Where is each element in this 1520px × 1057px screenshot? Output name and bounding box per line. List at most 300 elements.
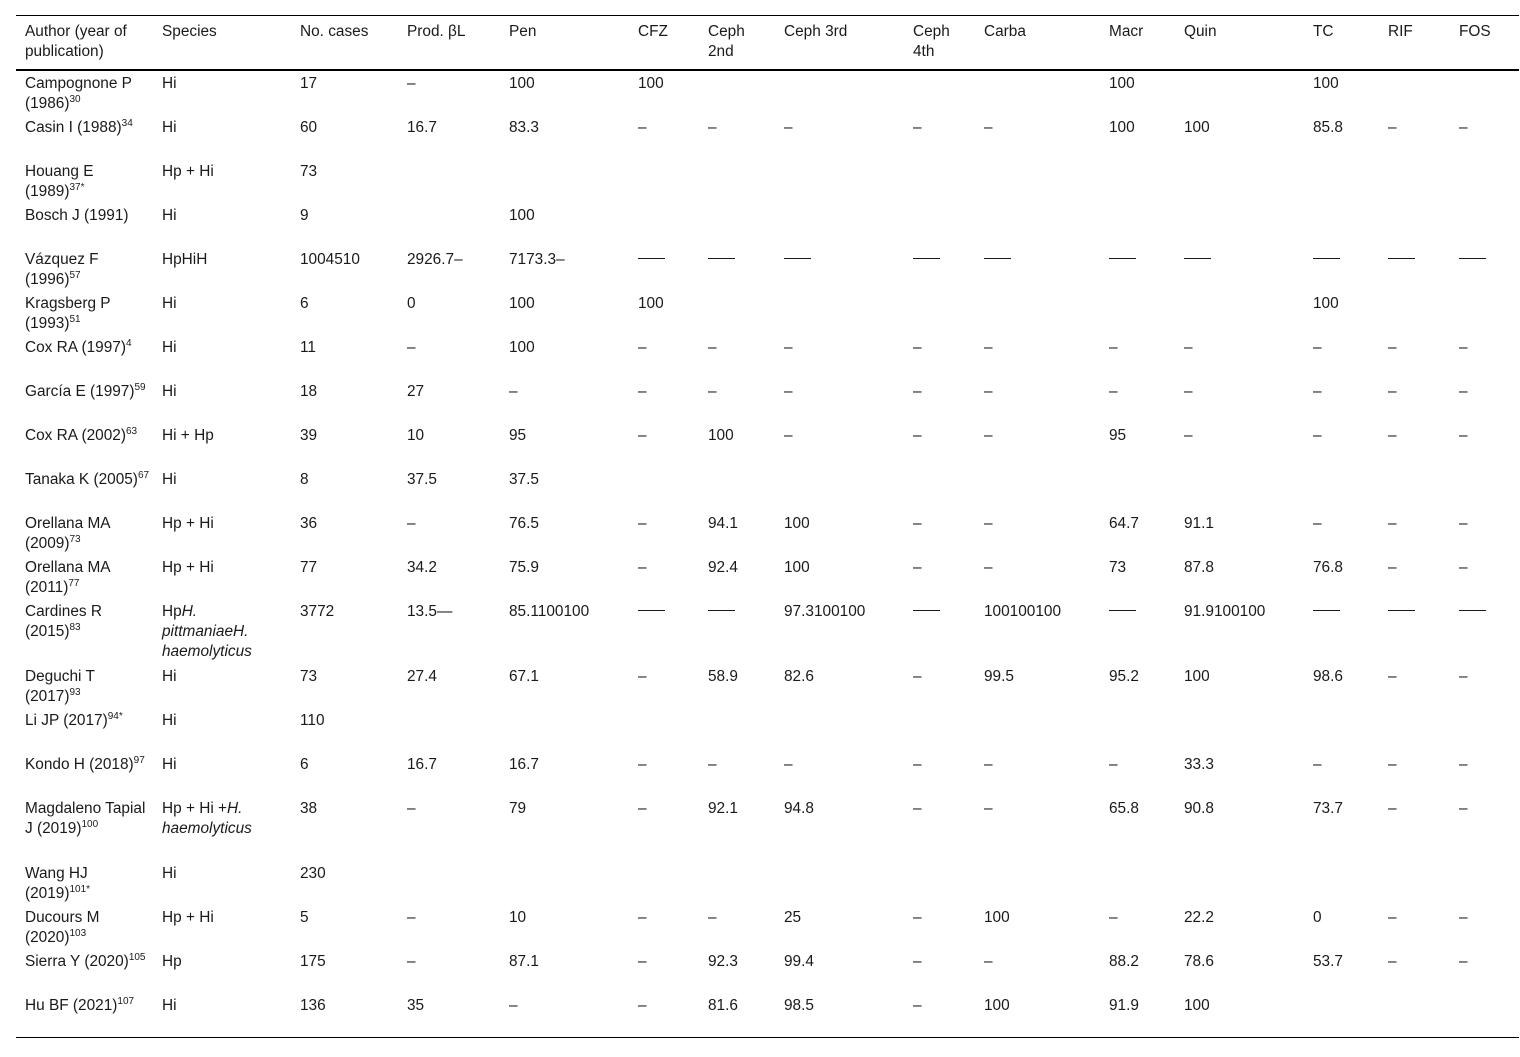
value-cell: – xyxy=(1388,953,1397,970)
value-cell: – xyxy=(1388,427,1397,444)
value-cell xyxy=(904,247,975,291)
author-text: García E (1997) xyxy=(25,383,135,400)
author-cell xyxy=(16,203,153,247)
table-row xyxy=(16,247,1519,291)
species-text: Hp + Hi + xyxy=(162,800,228,817)
value-cell xyxy=(904,708,975,752)
value-cell xyxy=(1100,467,1175,511)
species-cell xyxy=(153,599,291,664)
value-cell: – xyxy=(1388,909,1397,926)
value-cell: – xyxy=(407,953,416,970)
value-cell: – xyxy=(407,909,416,926)
value-cell xyxy=(1304,708,1379,752)
author-text: Kondo H (2018) xyxy=(25,756,134,773)
value-cell: – xyxy=(407,800,416,817)
value-cell: 37.5 xyxy=(407,471,437,488)
value-cell xyxy=(629,467,699,511)
value-cell: 76.5 xyxy=(509,515,539,532)
dash-line xyxy=(984,258,1011,259)
value-cell: 36 xyxy=(300,515,318,532)
value-cell: 95 xyxy=(509,427,527,444)
col-no-cases: No. cases xyxy=(300,23,369,40)
header-row xyxy=(16,16,1519,71)
dash-line xyxy=(1184,258,1211,259)
species-cell: HpHiH xyxy=(162,251,208,268)
value-cell: – xyxy=(1459,559,1468,576)
value-cell: – xyxy=(638,427,647,444)
dash-line xyxy=(1313,610,1340,611)
value-cell: 100 xyxy=(638,75,664,92)
dash-line xyxy=(1459,610,1486,611)
value-cell: – xyxy=(913,756,922,773)
table-row xyxy=(16,379,1519,423)
author-cell xyxy=(16,708,153,752)
value-cell: – xyxy=(984,515,993,532)
value-cell: – xyxy=(638,339,647,356)
value-cell: – xyxy=(1313,515,1322,532)
species-cell: Hi xyxy=(162,119,177,136)
value-cell: – xyxy=(1109,909,1118,926)
value-cell: 0 xyxy=(407,295,416,312)
value-cell: 100 xyxy=(1313,75,1339,92)
value-cell xyxy=(904,467,975,511)
value-cell: – xyxy=(984,953,993,970)
table-row xyxy=(16,664,1519,708)
species-cell xyxy=(153,796,291,861)
author-text: Campognone P (1986) xyxy=(25,75,132,112)
value-cell: – xyxy=(984,756,993,773)
value-cell: – xyxy=(1459,383,1468,400)
author-cell xyxy=(16,115,153,159)
value-cell: – xyxy=(1459,756,1468,773)
value-cell: 13.5— xyxy=(407,603,453,620)
value-cell: 83.3 xyxy=(509,119,539,136)
value-cell xyxy=(398,708,500,752)
value-cell: – xyxy=(913,515,922,532)
value-cell: 16.7 xyxy=(407,756,437,773)
value-cell: – xyxy=(638,559,647,576)
reference-number: 59 xyxy=(134,381,146,393)
value-cell: 64.7 xyxy=(1109,515,1139,532)
species-italic-text: H. pittmaniaeH. haemolyticus xyxy=(162,603,252,660)
value-cell: – xyxy=(1459,800,1468,817)
value-cell: 92.4 xyxy=(708,559,738,576)
value-cell: 98.5 xyxy=(784,997,814,1014)
value-cell: 73.7 xyxy=(1313,800,1343,817)
value-cell: 11 xyxy=(300,339,316,356)
value-cell xyxy=(975,247,1100,291)
value-cell xyxy=(398,159,500,203)
author-cell xyxy=(16,796,153,861)
value-cell: – xyxy=(1313,756,1322,773)
value-cell: 81.6 xyxy=(708,997,738,1014)
value-cell: 100 xyxy=(509,207,535,224)
reference-number: 57 xyxy=(69,269,81,281)
col-ceph-3rd: Ceph 3rd xyxy=(784,23,848,40)
value-cell: – xyxy=(913,119,922,136)
value-cell: 87.8 xyxy=(1184,559,1214,576)
value-cell: – xyxy=(638,383,647,400)
author-text: Hu BF (2021) xyxy=(25,997,118,1014)
author-text: Cox RA (1997) xyxy=(25,339,126,356)
value-cell xyxy=(1379,708,1450,752)
value-cell: 10 xyxy=(407,427,425,444)
table-row xyxy=(16,335,1519,379)
species-cell: Hi xyxy=(162,668,177,685)
value-cell: 85.1100100 xyxy=(509,603,590,620)
reference-number: 105 xyxy=(128,951,146,963)
value-cell xyxy=(1450,291,1519,335)
value-cell xyxy=(1175,203,1304,247)
dash-line xyxy=(638,258,665,259)
value-cell xyxy=(1450,467,1519,511)
author-cell xyxy=(16,599,153,664)
value-cell xyxy=(629,599,699,664)
value-cell xyxy=(629,159,699,203)
dash-line xyxy=(1313,258,1340,259)
table-row xyxy=(16,708,1519,752)
value-cell: 92.3 xyxy=(708,953,738,970)
value-cell: 87.1 xyxy=(509,953,539,970)
value-cell: – xyxy=(509,997,518,1014)
value-cell: 53.7 xyxy=(1313,953,1343,970)
value-cell: – xyxy=(1313,339,1322,356)
col-ceph-4th: Ceph 4th xyxy=(913,23,950,60)
species-cell: Hp + Hi xyxy=(162,559,214,576)
value-cell: – xyxy=(784,119,793,136)
table-row xyxy=(16,599,1519,664)
value-cell: – xyxy=(913,953,922,970)
value-cell: 5 xyxy=(300,909,309,926)
dash-line xyxy=(784,258,811,259)
reference-number: 51 xyxy=(69,313,81,325)
value-cell xyxy=(1175,467,1304,511)
reference-number: 100 xyxy=(81,818,99,830)
value-cell: – xyxy=(1388,800,1397,817)
value-cell: 60 xyxy=(300,119,318,136)
value-cell: 73 xyxy=(300,163,318,180)
value-cell: 95 xyxy=(1109,427,1127,444)
table-row xyxy=(16,905,1519,949)
value-cell xyxy=(500,861,629,905)
value-cell xyxy=(1304,993,1379,1038)
table-row xyxy=(16,159,1519,203)
value-cell: 0 xyxy=(1313,909,1322,926)
value-cell: – xyxy=(1459,668,1468,685)
value-cell xyxy=(975,708,1100,752)
table-row xyxy=(16,423,1519,467)
value-cell: 88.2 xyxy=(1109,953,1139,970)
author-cell xyxy=(16,664,153,708)
col-pen: Pen xyxy=(509,23,537,40)
value-cell: 65.8 xyxy=(1109,800,1139,817)
value-cell: – xyxy=(708,383,717,400)
value-cell: – xyxy=(913,909,922,926)
author-cell xyxy=(16,467,153,511)
value-cell: 100 xyxy=(708,427,734,444)
col-rif: RIF xyxy=(1388,23,1413,40)
value-cell xyxy=(1100,861,1175,905)
value-cell: 90.8 xyxy=(1184,800,1214,817)
value-cell xyxy=(1450,993,1519,1038)
reference-number: 67 xyxy=(137,469,150,481)
value-cell xyxy=(975,70,1100,115)
value-cell: 91.1 xyxy=(1184,515,1214,532)
value-cell xyxy=(699,861,775,905)
value-cell: – xyxy=(638,756,647,773)
value-cell: – xyxy=(1459,909,1468,926)
value-cell xyxy=(775,861,904,905)
value-cell: 100 xyxy=(1109,75,1135,92)
value-cell xyxy=(775,159,904,203)
species-cell: Hi xyxy=(162,756,177,773)
author-text: Deguchi T (2017) xyxy=(25,668,95,705)
value-cell: 27.4 xyxy=(407,668,437,685)
value-cell: – xyxy=(1459,427,1468,444)
value-cell: 100 xyxy=(784,559,810,576)
value-cell xyxy=(629,203,699,247)
value-cell: – xyxy=(708,339,717,356)
author-text: Magdaleno Tapial J (2019) xyxy=(25,800,146,837)
value-cell xyxy=(904,599,975,664)
value-cell: – xyxy=(1184,339,1193,356)
species-cell: Hi xyxy=(162,383,177,400)
value-cell xyxy=(699,70,775,115)
value-cell: – xyxy=(984,339,993,356)
reference-number: 34 xyxy=(121,117,133,129)
value-cell xyxy=(1379,203,1450,247)
value-cell: 6 xyxy=(300,295,309,312)
value-cell xyxy=(500,159,629,203)
value-cell xyxy=(1450,708,1519,752)
author-text: Cardines R (2015) xyxy=(25,603,102,640)
value-cell xyxy=(1100,203,1175,247)
author-text: Bosch J (1991) xyxy=(25,207,129,224)
col-author: Author (year of publication) xyxy=(25,23,127,60)
value-cell: 99.5 xyxy=(984,668,1014,685)
value-cell: 91.9 xyxy=(1109,997,1139,1014)
value-cell: 85.8 xyxy=(1313,119,1343,136)
species-cell: Hi + Hp xyxy=(162,427,214,444)
author-cell xyxy=(16,379,153,423)
value-cell: – xyxy=(913,668,922,685)
value-cell: 100 xyxy=(509,339,535,356)
value-cell xyxy=(975,861,1100,905)
author-cell xyxy=(16,159,153,203)
table-body xyxy=(16,70,1519,1038)
dash-line xyxy=(913,610,940,611)
value-cell: 1004510 xyxy=(300,251,360,268)
author-text: Ducours M (2020) xyxy=(25,909,100,946)
value-cell: – xyxy=(1459,953,1468,970)
value-cell: 33.3 xyxy=(1184,756,1214,773)
dash-line xyxy=(708,258,735,259)
value-cell xyxy=(975,467,1100,511)
author-text: Sierra Y (2020) xyxy=(25,953,129,970)
value-cell: 100 xyxy=(784,515,810,532)
author-cell xyxy=(16,70,153,115)
value-cell: 92.1 xyxy=(708,800,738,817)
value-cell xyxy=(1379,70,1450,115)
value-cell xyxy=(1304,861,1379,905)
reference-number: 101* xyxy=(69,883,91,895)
species-text: Hp xyxy=(162,603,182,620)
value-cell xyxy=(904,203,975,247)
value-cell: – xyxy=(913,559,922,576)
author-text: Vázquez F (1996) xyxy=(25,251,99,288)
value-cell: 95.2 xyxy=(1109,668,1139,685)
value-cell: 78.6 xyxy=(1184,953,1214,970)
value-cell: – xyxy=(1459,119,1468,136)
value-cell: – xyxy=(1388,383,1397,400)
value-cell xyxy=(699,159,775,203)
table-row xyxy=(16,796,1519,861)
value-cell xyxy=(699,291,775,335)
value-cell: 6 xyxy=(300,756,309,773)
value-cell xyxy=(398,203,500,247)
author-text: Casin I (1988) xyxy=(25,119,122,136)
value-cell xyxy=(775,247,904,291)
value-cell xyxy=(1304,159,1379,203)
reference-number: 63 xyxy=(125,425,138,437)
value-cell: 100 xyxy=(984,909,1010,926)
col-quin: Quin xyxy=(1184,23,1217,40)
value-cell: – xyxy=(913,339,922,356)
value-cell xyxy=(629,247,699,291)
col-species: Species xyxy=(162,23,217,40)
value-cell: – xyxy=(1313,427,1322,444)
value-cell xyxy=(1450,203,1519,247)
value-cell xyxy=(1379,467,1450,511)
value-cell xyxy=(1379,599,1450,664)
value-cell: – xyxy=(1388,756,1397,773)
value-cell: – xyxy=(638,515,647,532)
author-text: Kragsberg P (1993) xyxy=(25,295,111,332)
value-cell xyxy=(775,291,904,335)
value-cell: 110 xyxy=(300,712,325,729)
species-italic-text: H. haemolyticus xyxy=(162,800,252,837)
author-cell xyxy=(16,993,153,1038)
reference-number: 77 xyxy=(68,577,80,589)
value-cell xyxy=(904,159,975,203)
author-text: Cox RA (2002) xyxy=(25,427,126,444)
value-cell xyxy=(1100,291,1175,335)
value-cell: 98.6 xyxy=(1313,668,1343,685)
value-cell: – xyxy=(913,427,922,444)
value-cell: – xyxy=(913,800,922,817)
reference-number: 103 xyxy=(69,927,87,939)
value-cell: 17 xyxy=(300,75,318,92)
value-cell: 100 xyxy=(638,295,664,312)
reference-number: 83 xyxy=(69,621,81,633)
value-cell: – xyxy=(708,119,717,136)
table-row xyxy=(16,861,1519,905)
value-cell: 27 xyxy=(407,383,425,400)
value-cell xyxy=(1175,861,1304,905)
reference-number: 107 xyxy=(117,995,135,1007)
value-cell: 16.7 xyxy=(407,119,437,136)
col-ceph-2nd: Ceph 2nd xyxy=(708,23,745,60)
value-cell xyxy=(1304,467,1379,511)
value-cell: 76.8 xyxy=(1313,559,1343,576)
value-cell: – xyxy=(1388,668,1397,685)
value-cell: – xyxy=(984,119,993,136)
value-cell xyxy=(775,70,904,115)
value-cell: 100100100 xyxy=(984,603,1062,620)
value-cell: – xyxy=(638,800,647,817)
value-cell xyxy=(1100,247,1175,291)
value-cell: 2926.7– xyxy=(407,251,463,268)
value-cell: 100 xyxy=(1184,668,1210,685)
author-cell xyxy=(16,247,153,291)
value-cell: 37.5 xyxy=(509,471,539,488)
value-cell xyxy=(1304,203,1379,247)
dash-line xyxy=(1459,258,1486,259)
value-cell xyxy=(904,861,975,905)
value-cell xyxy=(699,708,775,752)
species-cell: Hi xyxy=(162,295,177,312)
value-cell: – xyxy=(638,119,647,136)
value-cell: 175 xyxy=(300,953,326,970)
value-cell xyxy=(1379,247,1450,291)
value-cell: 100 xyxy=(984,997,1010,1014)
table-row xyxy=(16,115,1519,159)
value-cell xyxy=(1100,599,1175,664)
value-cell xyxy=(629,708,699,752)
value-cell: – xyxy=(407,339,416,356)
value-cell: – xyxy=(638,997,647,1014)
value-cell: – xyxy=(1459,339,1468,356)
value-cell: – xyxy=(1388,559,1397,576)
value-cell: 38 xyxy=(300,800,318,817)
dash-line xyxy=(1388,258,1415,259)
value-cell: – xyxy=(984,383,993,400)
value-cell: 22.2 xyxy=(1184,909,1214,926)
author-text: Li JP (2017) xyxy=(25,712,108,729)
value-cell: 39 xyxy=(300,427,318,444)
dash-line xyxy=(638,610,665,611)
value-cell: – xyxy=(407,515,416,532)
value-cell xyxy=(1450,599,1519,664)
value-cell: – xyxy=(407,75,416,92)
value-cell: – xyxy=(1109,756,1118,773)
value-cell: – xyxy=(913,997,922,1014)
species-cell: Hi xyxy=(162,471,177,488)
value-cell xyxy=(629,861,699,905)
value-cell: 16.7 xyxy=(509,756,539,773)
value-cell: – xyxy=(638,909,647,926)
value-cell: – xyxy=(784,383,793,400)
col-macr: Macr xyxy=(1109,23,1144,40)
value-cell: 7173.3– xyxy=(509,251,565,268)
value-cell: 79 xyxy=(509,800,527,817)
value-cell xyxy=(975,159,1100,203)
col-prod-bl: Prod. βL xyxy=(407,23,466,40)
value-cell xyxy=(775,203,904,247)
value-cell: 10 xyxy=(509,909,527,926)
value-cell: 25 xyxy=(784,909,802,926)
value-cell: 35 xyxy=(407,997,425,1014)
species-cell: Hi xyxy=(162,207,177,224)
dash-line xyxy=(708,610,735,611)
species-cell: Hp + Hi xyxy=(162,163,214,180)
value-cell: – xyxy=(913,383,922,400)
value-cell xyxy=(1304,247,1379,291)
species-cell: Hi xyxy=(162,865,177,882)
value-cell xyxy=(975,203,1100,247)
value-cell: – xyxy=(638,668,647,685)
value-cell xyxy=(699,467,775,511)
